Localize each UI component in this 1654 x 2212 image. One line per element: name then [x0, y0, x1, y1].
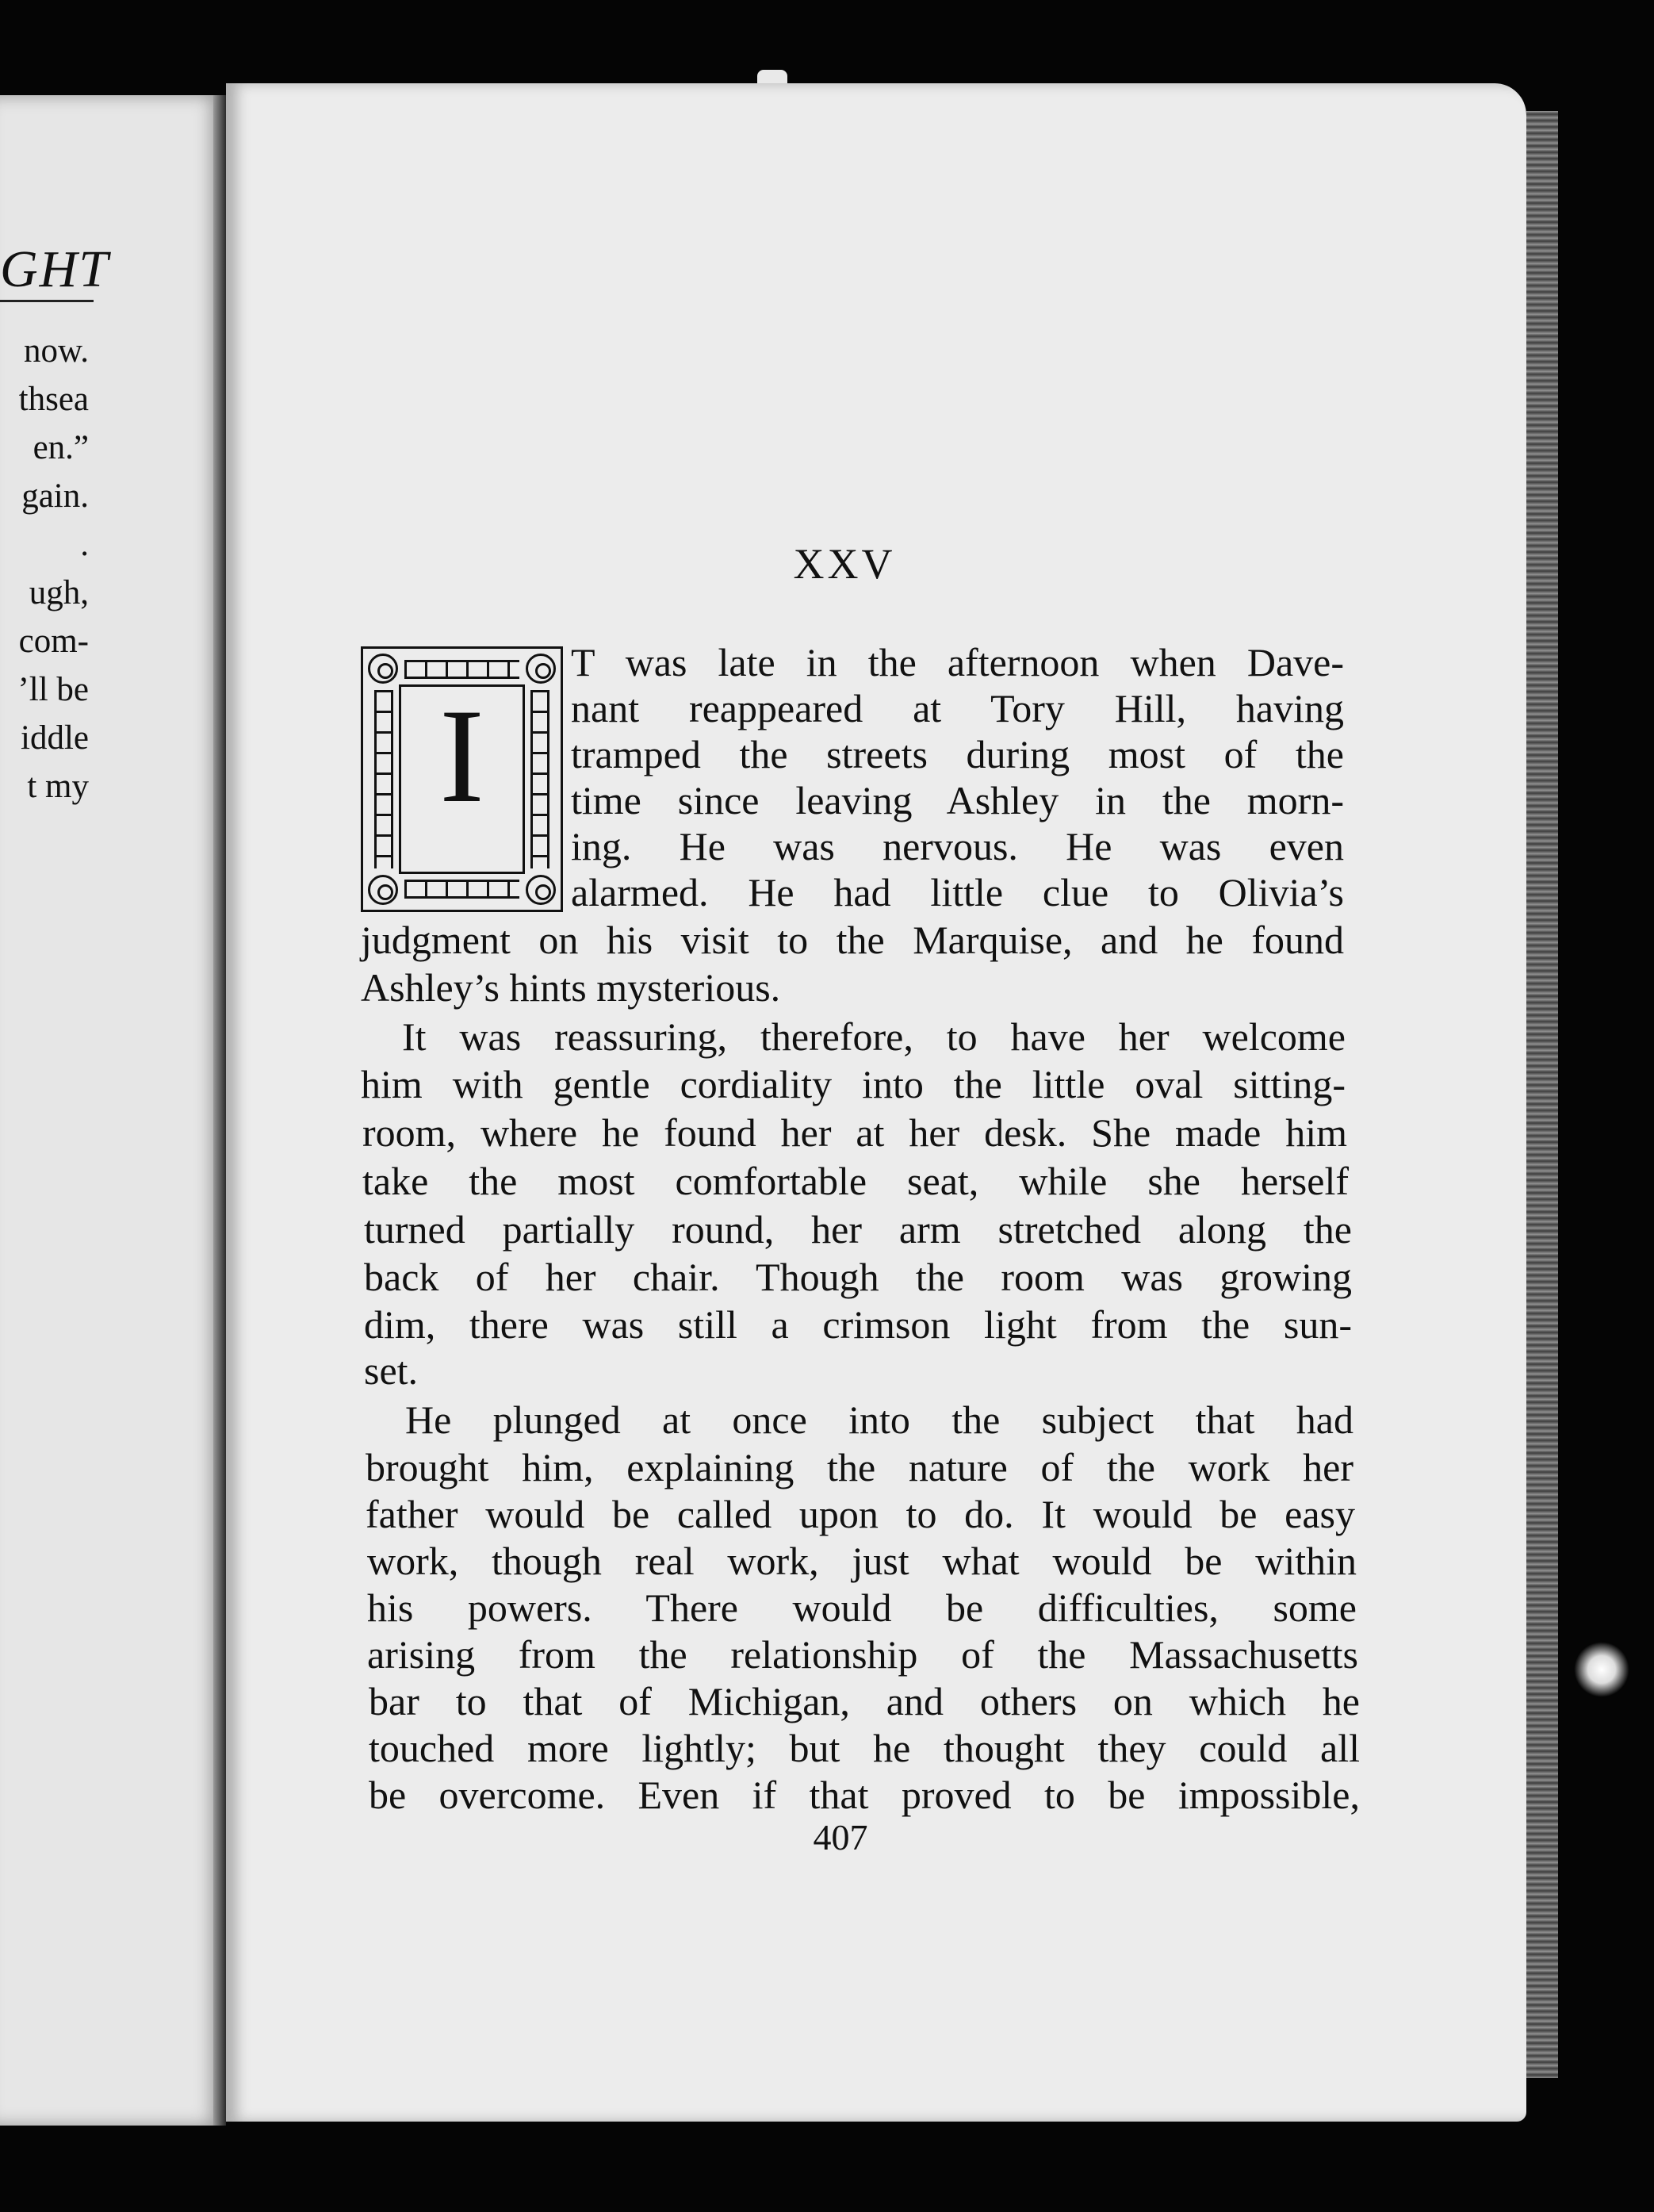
text-line: father would be called upon to do. It would be easy — [366, 1492, 1355, 1536]
text-line: his powers. There would be difficulties, some — [367, 1585, 1357, 1630]
left-line: ugh, — [29, 574, 89, 611]
text-line: time since leaving Ashley in the morn- — [571, 778, 1344, 822]
text-line: judgment on his visit to the Marquise, and he found — [361, 918, 1344, 962]
text-line: bar to that of Michigan, and others on which he — [369, 1679, 1360, 1723]
text-line: arising from the relationship of the Massachusetts — [367, 1632, 1358, 1677]
text-line: room, where he found her at her desk. She made him — [362, 1110, 1347, 1155]
left-line: iddle — [21, 719, 89, 757]
left-line: com- — [18, 623, 89, 660]
left-line: ’ll be — [17, 671, 89, 708]
text-line: tramped the streets during most of the — [571, 732, 1344, 776]
flower-ornament-icon — [368, 654, 398, 684]
header-rule — [0, 300, 94, 302]
left-line: en.” — [33, 429, 89, 466]
text-line: dim, there was still a crimson light from the sun- — [364, 1302, 1352, 1347]
text-line: nant reappeared at Tory Hill, having — [571, 686, 1344, 730]
flower-ornament-icon — [526, 875, 556, 905]
left-line: t my — [27, 768, 89, 805]
left-line: . — [80, 526, 89, 563]
left-page — [0, 95, 226, 2126]
text-line: alarmed. He had little clue to Olivia’s — [571, 870, 1344, 914]
left-line: now. — [23, 332, 89, 370]
left-page-text — [0, 327, 89, 811]
text-line: Ashley’s hints mysterious. — [361, 965, 781, 1010]
drop-cap-frame — [361, 646, 563, 912]
text-line: set. — [364, 1348, 419, 1393]
ornament-border-top — [404, 660, 519, 679]
text-line: work, though real work, just what would be within — [367, 1539, 1357, 1583]
left-line: thsea — [18, 381, 89, 418]
text-line: He plunged at once into the subject that had — [405, 1397, 1353, 1442]
text-line: It was reassuring, therefore, to have her welcome — [402, 1014, 1346, 1059]
text-line: turned partially round, her arm stretched along the — [364, 1207, 1352, 1252]
drop-cap-letter: I — [439, 681, 484, 830]
text-line: be overcome. Even if that proved to be impossible, — [369, 1773, 1360, 1817]
book-spine — [213, 95, 226, 2126]
text-line: touched more lightly; but he thought they could all — [369, 1726, 1360, 1770]
page-number: 407 — [813, 1817, 868, 1857]
chapter-heading: XXV — [793, 540, 896, 588]
text-line: take the most comfortable seat, while she herself — [362, 1159, 1349, 1203]
text-line: back of her chair. Though the room was growing — [364, 1255, 1352, 1299]
flower-ornament-icon — [368, 875, 398, 905]
light-glare — [1574, 1642, 1629, 1697]
page-edge — [1526, 111, 1558, 2078]
flower-ornament-icon — [526, 654, 556, 684]
left-running-header: GHT — [0, 240, 110, 298]
text-line: T was late in the afternoon when Dave- — [571, 640, 1344, 684]
text-line: brought him, explaining the nature of the work her — [366, 1445, 1353, 1489]
text-line: ing. He was nervous. He was even — [571, 824, 1344, 868]
ornament-border-bottom — [404, 880, 519, 899]
left-line: gain. — [21, 477, 89, 515]
text-line: him with gentle cordiality into the little oval sitting- — [361, 1062, 1346, 1106]
